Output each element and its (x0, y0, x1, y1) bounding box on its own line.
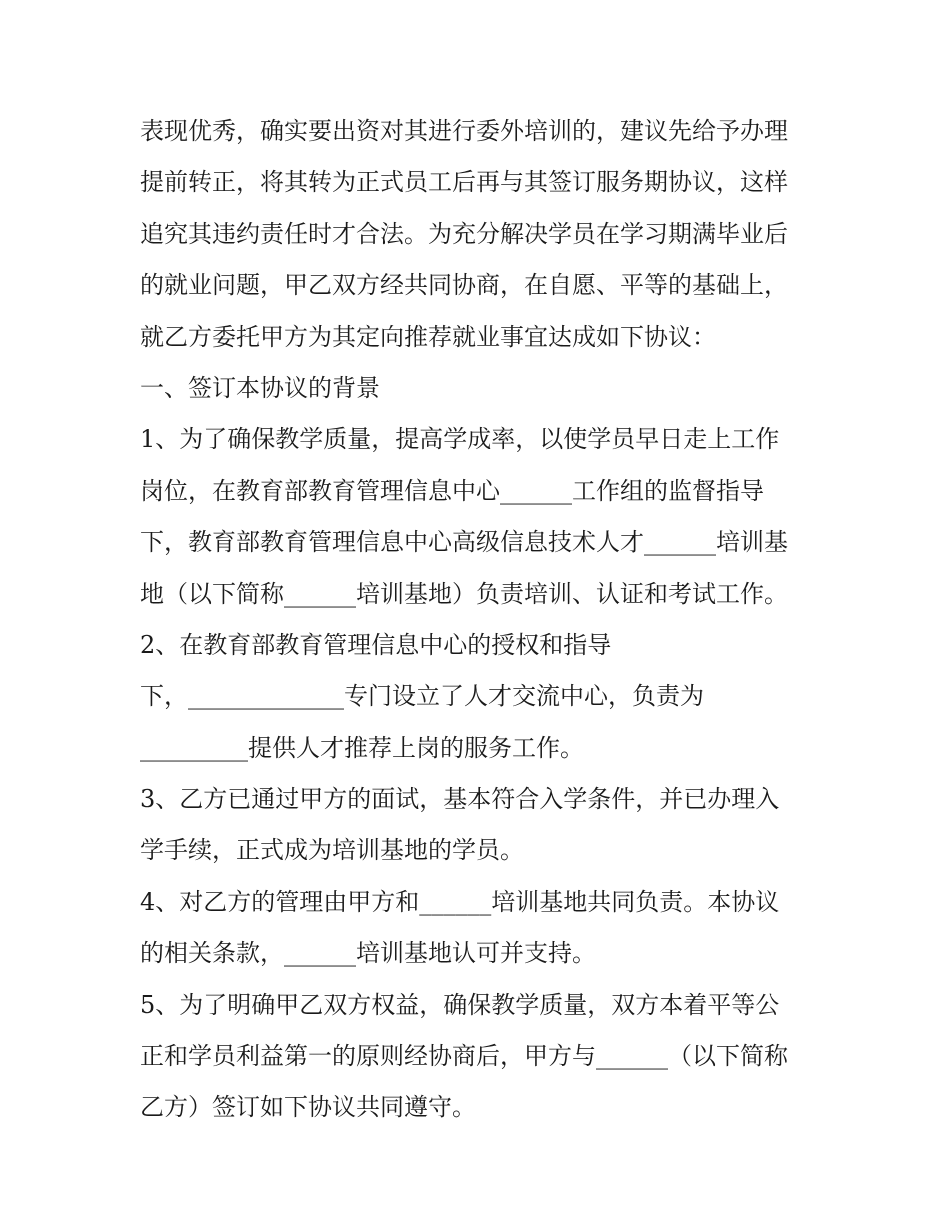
clause-1-line: 1、为了确保教学质量，提高学成率，以使学员早日走上工作 (140, 425, 780, 454)
paragraph-line: 提前转正，将其转为正式员工后再与其签订服务期协议，这样 (140, 168, 788, 197)
clause-5-line: 正和学员利益第一的原则经协商后，甲方与______（以下简称 (140, 1042, 788, 1071)
paragraph-line: 就乙方委托甲方为其定向推荐就业事宜达成如下协议： (140, 322, 716, 351)
clause-1-line: 岗位，在教育部教育管理信息中心______工作组的监督指导 (140, 476, 764, 505)
clause-1-line: 地（以下简称______培训基地）负责培训、认证和考试工作。 (140, 579, 788, 608)
paragraph-line: 追究其违约责任时才合法。为充分解决学员在学习期满毕业后 (140, 219, 788, 248)
clause-3-line: 3、乙方已通过甲方的面试，基本符合入学条件，并已办理入 (140, 785, 780, 814)
paragraph-line: 的就业问题，甲乙双方经共同协商，在自愿、平等的基础上， (140, 271, 788, 300)
section-heading: 一、签订本协议的背景 (140, 373, 380, 402)
clause-5-line: 5、为了明确甲乙双方权益，确保教学质量，双方本着平等公 (140, 990, 780, 1019)
clause-5-line: 乙方）签订如下协议共同遵守。 (140, 1093, 476, 1122)
clause-4-line: 4、对乙方的管理由甲方和______培训基地共同负责。本协议 (140, 887, 780, 916)
clause-2-line: 2、在教育部教育管理信息中心的授权和指导 (140, 630, 612, 659)
clause-2-line: _________提供人才推荐上岗的服务工作。 (140, 733, 584, 762)
clause-2-line: 下，_____________专门设立了人才交流中心，负责为 (140, 682, 704, 711)
clause-3-line: 学手续，正式成为培训基地的学员。 (140, 836, 524, 865)
document-body (140, 106, 820, 1134)
clause-1-line: 下，教育部教育管理信息中心高级信息技术人才______培训基 (140, 528, 788, 557)
clause-4-line: 的相关条款，______培训基地认可并支持。 (140, 939, 596, 968)
paragraph-line: 表现优秀，确实要出资对其进行委外培训的，建议先给予办理 (140, 117, 788, 145)
